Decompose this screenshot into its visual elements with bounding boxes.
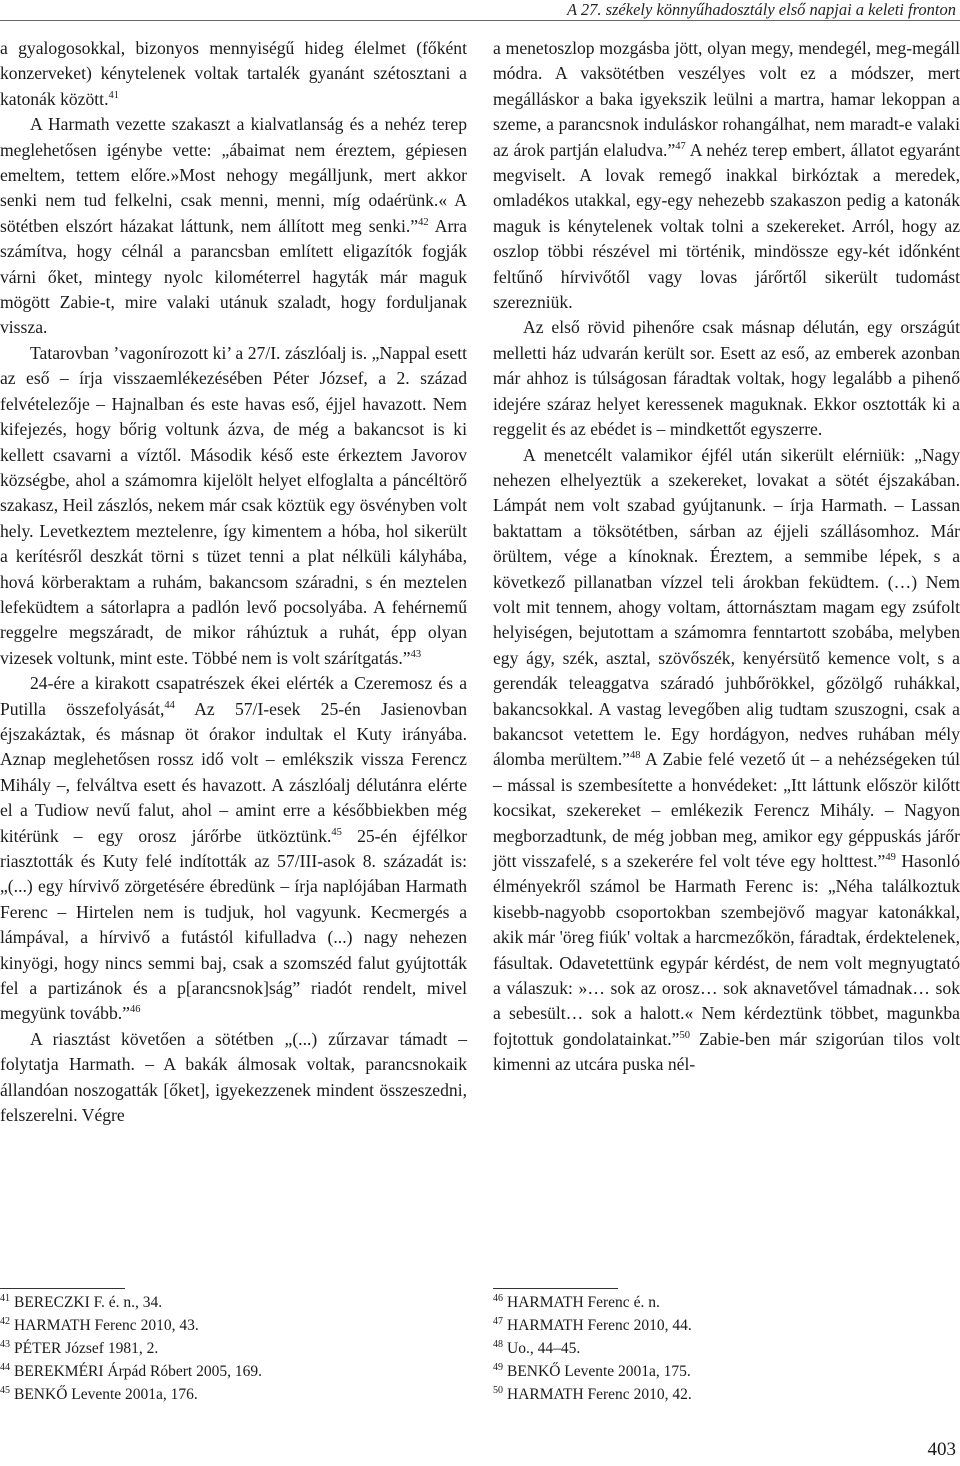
footnote-ref: 49 (885, 852, 896, 864)
footnote-number: 48 (493, 1338, 503, 1350)
footnote-ref: 48 (629, 750, 641, 762)
footnote-rule (493, 1288, 618, 1289)
footnote-ref: 42 (418, 216, 429, 228)
paragraph (0, 341, 467, 671)
paragraph-text: Az 57/I-esek 25-én Jasienovban éjszakáztak, és másnap öt órakor indultak el Kuty irányába. Aznap meglehetősen rossz idő volt – emlékszik vissza Ferencz Mihály –, felváltva esett és havazott. A zászlóalj délutánra elérte el a Tudiow nevű falut, ahol – amint erre a későbbiekben még kitérünk – egy orosz járőrbe ütköztünk. (0, 698, 467, 846)
footnotes-left (0, 1291, 467, 1406)
left-column (0, 36, 467, 1128)
paragraph-text: a gyalogosokkal, bizonyos mennyiségű hideg élelmet (főként konzerveket) kénytelenek voltak tartalék gyanánt szétosztani a katonák között. (0, 38, 467, 109)
paragraph (0, 671, 467, 1027)
footnote (493, 1314, 960, 1337)
footnote-text: HARMATH Ferenc é. n. (507, 1294, 660, 1311)
footnote-number: 47 (493, 1315, 503, 1327)
footnote (0, 1291, 467, 1314)
footnote-number: 43 (0, 1338, 10, 1350)
paragraph (0, 112, 467, 341)
running-header: A 27. székely könnyűhadosztály első napjai a keleti fronton (566, 0, 956, 19)
footnote-ref: 47 (675, 140, 686, 152)
paragraph-text: A menetcélt valamikor éjfél után sikerült elérniük: „Nagy nehezen elhelyeztük a szekereket, lovakat a sötét éjszakában. Lámpát nem volt szabad gyújtanunk. – írja Harmath. – Lassan baktattam a töksötétben, sárban az éjjeli szállásomhoz. Már örültem, vége a kínoknak. Éreztem, a semmibe lépek, s a következő pillanatban vízzel teli árokban feküdtem. (…) Nem volt mit tennem, ahogy voltam, áttornásztam magam egy zsúfolt helyiségen, bejutottam a számomra fenntartott szobába, melyben egy ágy, szék, asztal, szövőszék, kenyérsütő kemence volt, s a gerendák teleaggatva száradó juhbőrökkel, gőzölgő ruhákkal, bakancsokkal. A vastag levegőben alig tudtam szuszogni, csak a bakancsot vetettem le. Egy hordágyon, nedves ruhában mély álomba merültem.” (493, 444, 960, 770)
footnote-number: 46 (493, 1292, 503, 1304)
footnote-text: BEREKMÉRI Árpád Róbert 2005, 169. (14, 1363, 262, 1380)
paragraph (493, 443, 960, 1078)
paragraph-text: a menetoszlop mozgásba jött, olyan megy, mendegél, meg-megáll módra. A vaksötétben veszélyes volt ez a módszer, mert megálláskor a baka igyekszik leülni a martra, hamar lekoppan a szeme, a parancsnok induláskor rohangálhat, nem maradt-e valaki az árok partján elaludva.” (493, 38, 960, 160)
paragraph-text: A Harmath vezette szakaszt a kialvatlanság és a nehéz terep meglehetősen igénybe vette: „ábaimat nem éreztem, gépiesen emeltem, tettem előre.»Most nehogy megálljunk, mert akkor senki nem tud felkelni, csak menni, menni, míg odaérünk.« A sötétben elszórt házakat láttunk, nem állított meg senki.” (0, 114, 467, 236)
footnote-ref: 41 (108, 89, 119, 101)
paragraph (493, 36, 960, 315)
footnote-number: 44 (0, 1361, 10, 1373)
paragraph (0, 36, 467, 112)
footnotes-right (493, 1291, 960, 1406)
paragraph-text: Zabie-ben már szigorúan tilos volt kimenni az utcára puska nél- (493, 1028, 960, 1075)
footnote-ref: 43 (410, 648, 422, 660)
footnote-text: PÉTER József 1981, 2. (14, 1340, 159, 1357)
footnote (0, 1337, 467, 1360)
footnote-ref: 50 (679, 1029, 690, 1041)
footnote-text: BERECZKI F. é. n., 34. (14, 1294, 163, 1311)
paragraph-text: A riasztást követően a sötétben „(...) zűrzavar támadt – folytatja Harmath. – A bakák álmosak voltak, parancsnokaik állandóan noszogatták [őket], igyekezzenek mindent összeszedni, felszerelni. Végre (0, 1028, 467, 1126)
footnote-ref: 45 (331, 826, 342, 838)
footnote-rule (0, 1288, 125, 1289)
footnote-text: HARMATH Ferenc 2010, 42. (507, 1386, 692, 1403)
footnote-number: 41 (0, 1292, 10, 1304)
right-column (493, 36, 960, 1078)
footnote-text: BENKŐ Levente 2001a, 175. (507, 1363, 691, 1380)
paragraph (0, 1027, 467, 1129)
paragraph-text: Hasonló élményekről számol be Harmath Ferenc is: „Néha találkoztuk kisebb-nagyobb csoportokban szembejövő magyar katonákkal, akik már 'öreg fiúk' voltak a harcmezőkön, fáradtak, érdektelenek, fásultak. Odavetettünk egypár kérdést, de nem volt megnyugtató a válaszuk: »… sok az orosz… sok aknavetővel támadnak… sok a sebesült… sok a halott.« Nem kérdeztünk többet, magunkba fojtottuk gondolatainkat.” (493, 851, 960, 1049)
footnote (493, 1383, 960, 1406)
footnote-text: BENKŐ Levente 2001a, 176. (14, 1386, 198, 1403)
footnote (493, 1360, 960, 1383)
footnote-ref: 46 (129, 1004, 141, 1016)
footnote (493, 1291, 960, 1314)
footnote-text: Uo., 44–45. (507, 1340, 581, 1357)
footnote-number: 50 (493, 1384, 503, 1396)
paragraph-text: A nehéz terep embert, állatot egyaránt megviselt. A lovak remegő inakkal birkóztak a meredek, omladékos utakkal, egy-egy nehezebb szakaszon pedig a katonák maguk is kénytelenek voltak tolni a szekereket. Arról, hogy az oszlop többi részével mi történik, mindössze egy-két időnként feltűnő hírvivőtől vagy lovas járőrtől sikerült tudomást szerezniük. (493, 139, 960, 313)
footnote-text: HARMATH Ferenc 2010, 43. (14, 1317, 199, 1334)
page-number: 403 (927, 1439, 956, 1460)
footnote (493, 1337, 960, 1360)
paragraph-text: 24-ére a kirakott csapatrészek ékei elérték a Czeremosz és a Putilla összefolyását, (0, 673, 467, 719)
paragraph (493, 315, 960, 442)
footnote-number: 49 (493, 1361, 503, 1373)
footnote-text: HARMATH Ferenc 2010, 44. (507, 1317, 692, 1334)
footnote (0, 1383, 467, 1406)
footnote-number: 42 (0, 1315, 10, 1327)
paragraph-text: Tatarovban ’vagonírozott ki’ a 27/I. zászlóalj is. „Nappal esett az eső – írja visszaemlékezésében Péter József, a 2. század felvételezője – Hajnalban és este havas eső, éjjel havazott. Nem kifejezés, hogy bőrig voltunk ázva, de még a bakancsot is ki kellett csavarni a víztől. Második késő este érkeztem Javorov községbe, ahol a számomra kijelölt helyet elfoglalta a páncéltörő szakasz, Heil zászlós, nekem már csak köztük egy ösvényben volt hely. Levetkeztem meztelenre, így kimentem a hóba, hol sikerült a kerítésről deszkát törni s tüzet tenni a plat nélküli kályhába, hová körberaktam a ruhám, bakancsom száradni, s én meztelen lefeküdtem a sátorlapra a padlón levő pocsolyába. A fehérnemű reggelre megszáradt, de mikor ráhúztuk a ruhát, épp olyan vizesek voltunk, mint este. Többé nem is volt szárítgatás.” (0, 342, 467, 668)
paragraph-text: Arra számítva, hogy célnál a parancsban említett eligazítók fogják várni őket, mintegy nyolc kilométerrel hagyták már maguk mögött Zabie-t, mire valaki utánuk szaladt, hogy forduljanak vissza. (0, 215, 467, 338)
paragraph-text: Az első rövid pihenőre csak másnap délután, egy országút melletti ház udvarán került sor. Esett az eső, az emberek azonban már ahhoz is túlságosan fáradtak voltak, hogy legalább a pihenő idejére száraz helyet keressenek maguknak. Ekkor osztották ki a reggelit és az ebédet is – mindkettőt egyszerre. (493, 317, 960, 440)
paragraph-text: A Zabie felé vezető út – a nehézségeken túl – mással is szembesítette a honvédeket: „Itt láttunk először kilőtt kocsikat, szekereket – emlékezik Ferencz Mihály. – Nagyon megborzadtunk, de még jobban meg, amikor egy géppuskás járőr jött visszafelé, s a szekerére fel volt téve egy holttest.” (493, 749, 960, 871)
header-rule (0, 20, 960, 21)
footnote (0, 1314, 467, 1337)
paragraph-text: 25-én éjfélkor riasztották és Kuty felé indították az 57/III-asok 8. századát is: „(...) egy hírvivő zörgetésére ébredünk – írja naplójában Harmath Ferenc – Hirtelen nem is tudjuk, hol vagyunk. Kecmergés a lámpával, a hírvivő a futástól kifulladva (...) nagy nehezen kinyögi, hogy nincs semmi baj, csak a szomszéd falut gyújtották fel a partizánok és a p[arancsnok]ság” riadót rendelt, mivel megyünk tovább.” (0, 825, 468, 1024)
footnote-number: 45 (0, 1384, 10, 1396)
footnote-ref: 44 (164, 699, 175, 711)
footnote (0, 1360, 467, 1383)
